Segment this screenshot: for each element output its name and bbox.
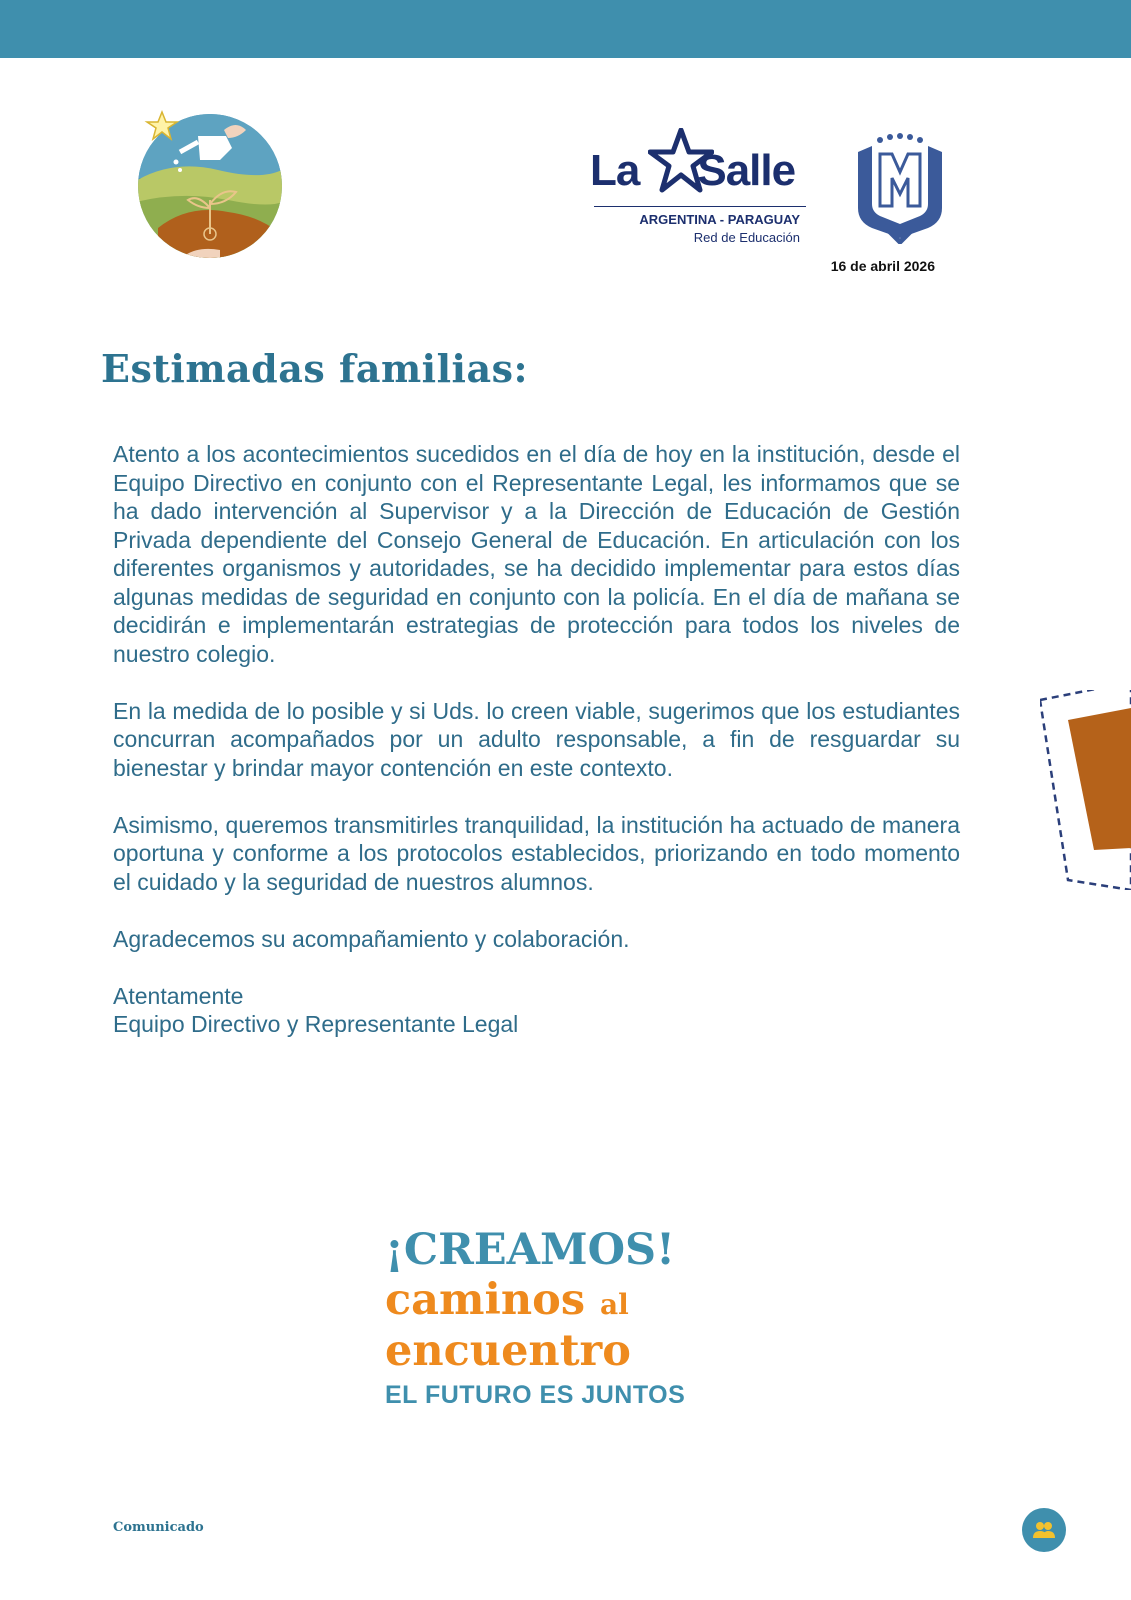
slogan-line-3: encuentro bbox=[385, 1326, 631, 1376]
letter-closing: Atentamente bbox=[113, 982, 244, 1009]
lasalle-country: ARGENTINA - PARAGUAY bbox=[639, 212, 800, 227]
decorative-card-shape bbox=[1040, 690, 1131, 890]
slogan-line-4: EL FUTURO ES JUNTOS bbox=[385, 1381, 686, 1409]
lasalle-wordmark-right: Salle bbox=[697, 146, 796, 195]
slogan-line-2 bbox=[385, 1277, 725, 1328]
school-crest-logo bbox=[850, 132, 950, 244]
footer-badge bbox=[1022, 1508, 1066, 1552]
lasalle-wordmark-left: La bbox=[590, 146, 640, 195]
star-icon bbox=[648, 128, 714, 194]
plant-watering-logo bbox=[128, 108, 288, 268]
footer-label: Comunicado bbox=[113, 1520, 204, 1535]
lasalle-divider bbox=[594, 206, 806, 207]
lasalle-logo bbox=[590, 128, 810, 248]
letter-paragraph: En la medida de lo posible y si Uds. lo creen viable, sugerimos que los estudiantes concurran acompañados por un adulto responsable, a fin de resguardar su bienestar y brindar mayor contención en este contexto. bbox=[113, 697, 960, 781]
slogan-line-2-main: caminos bbox=[385, 1275, 600, 1325]
campaign-slogan bbox=[385, 1225, 725, 1412]
letter-signature: Equipo Directivo y Representante Legal bbox=[113, 1011, 519, 1037]
letter-body bbox=[113, 440, 960, 1039]
letter-paragraph: Agradecemos su acompañamiento y colaboración. bbox=[113, 925, 630, 952]
letter-paragraph: Asimismo, queremos transmitirles tranquilidad, la institución ha actuado de manera oportuna y conforme a los protocolos establecidos, priorizando en todo momento el cuidado y la seguridad de nuestros alumnos. bbox=[113, 811, 960, 895]
letter-paragraph: Atento a los acontecimientos sucedidos en el día de hoy en la institución, desde el Equipo Directivo en conjunto con el Representante Legal, les informamos que se ha dado intervención al Supervisor y a la Dirección de Educación de Gestión Privada dependiente del Consejo General de Educación. En articulación con los diferentes organismos y autoridades, se ha decidido implementar para estos días algunas medidas de seguridad en conjunto con la policía. En el día de mañana se decidirán e implementarán estrategias de protección para todos los niveles de nuestro colegio. bbox=[113, 441, 960, 667]
lasalle-network: Red de Educación bbox=[693, 230, 800, 245]
slogan-line-2-small: al bbox=[600, 1288, 629, 1321]
header-bar bbox=[0, 0, 1131, 58]
letter-date: 16 de abril 2026 bbox=[830, 258, 935, 274]
people-icon bbox=[1032, 1520, 1056, 1540]
letter-greeting: Estimadas familias: bbox=[101, 346, 529, 391]
slogan-line-1: ¡CREAMOS! bbox=[385, 1225, 675, 1275]
